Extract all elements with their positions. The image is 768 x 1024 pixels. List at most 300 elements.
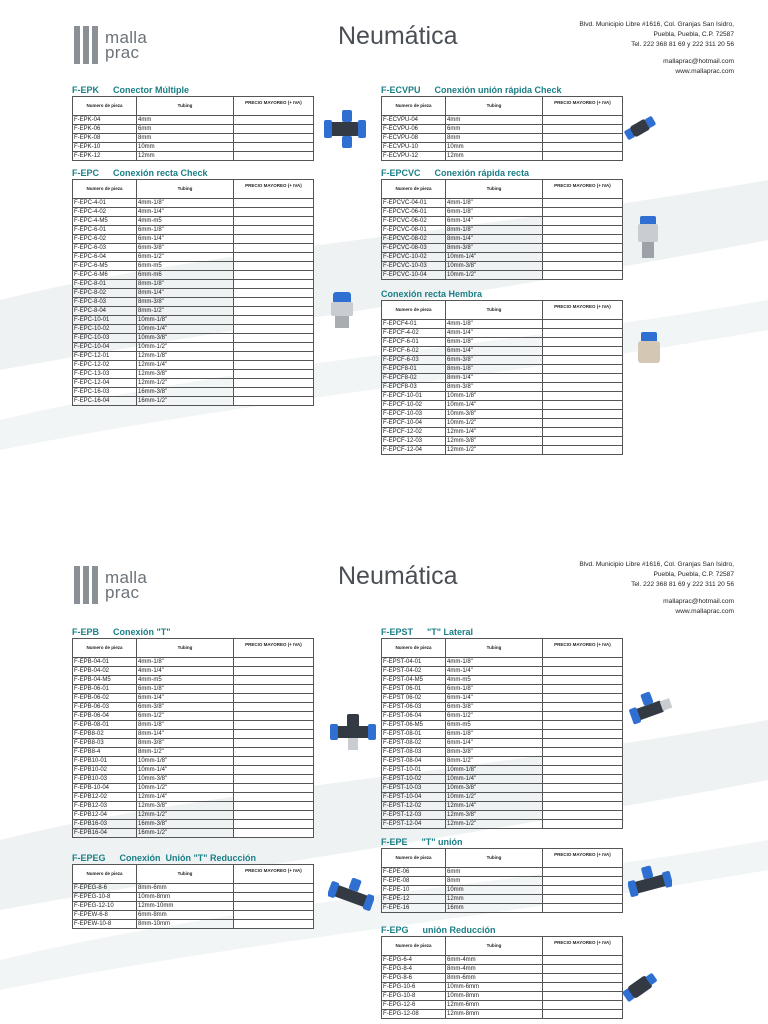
tubing-cell: 8mm-6mm <box>137 884 234 893</box>
price-cell <box>543 253 623 262</box>
price-cell <box>543 446 623 455</box>
price-cell <box>234 766 314 775</box>
tubing-cell: 16mm-3/8" <box>137 388 234 397</box>
price-cell <box>234 298 314 307</box>
table-row <box>382 446 623 455</box>
table-row <box>382 739 623 748</box>
part-number-cell: F-EPB16-04 <box>73 829 137 838</box>
part-number-cell: F-EPST-10-01 <box>382 766 446 775</box>
tubing-cell: 10mm-3/8" <box>137 775 234 784</box>
tubing-cell: 10mm-1/8" <box>137 316 234 325</box>
table-row <box>382 152 623 161</box>
tubing-cell: 4mm-1/4" <box>137 208 234 217</box>
price-cell <box>234 199 314 208</box>
section-title <box>72 167 314 179</box>
part-number-cell: F-EPE-12 <box>382 895 446 904</box>
price-cell <box>543 365 623 374</box>
table-row <box>382 868 623 877</box>
price-cell <box>543 877 623 886</box>
header-part: Numero de pieza <box>382 937 446 956</box>
tubing-cell: 8mm-1/4" <box>446 374 543 383</box>
table-row <box>73 721 314 730</box>
tubing-cell: 8mm-10mm <box>137 920 234 929</box>
part-number-cell: F-EPB12-03 <box>73 802 137 811</box>
part-number-cell: F-EPC-10-01 <box>73 316 137 325</box>
tubing-cell: 10mm-8mm <box>137 893 234 902</box>
price-cell <box>543 356 623 365</box>
table-row <box>382 658 623 667</box>
tubing-cell: 8mm <box>446 134 543 143</box>
part-number-cell: F-EPC-6-04 <box>73 253 137 262</box>
logo-bars-icon <box>74 26 98 64</box>
part-number-cell: F-EPE-10 <box>382 886 446 895</box>
header-part: Numero de pieza <box>382 180 446 199</box>
tubing-cell: 8mm-1/8" <box>446 365 543 374</box>
tubing-cell: 8mm-1/4" <box>446 235 543 244</box>
table-row <box>73 712 314 721</box>
table-row <box>382 775 623 784</box>
header-price: PRECIO MAYOREO (+ IVA) <box>234 639 314 658</box>
price-cell <box>543 320 623 329</box>
table-row <box>73 262 314 271</box>
tubing-cell: 10mm-1/8" <box>446 766 543 775</box>
tubing-cell: 8mm-1/2" <box>446 757 543 766</box>
table-row <box>382 199 623 208</box>
contact-phone: Tel. 222 368 81 69 y 222 311 20 56 <box>631 41 734 48</box>
tee-union-image <box>628 864 672 902</box>
tubing-cell: 12mm-1/2" <box>446 820 543 829</box>
tubing-cell: 8mm-3/8" <box>446 383 543 392</box>
tubing-cell: 10mm <box>446 143 543 152</box>
price-cell <box>234 388 314 397</box>
table-row <box>73 307 314 316</box>
price-cell <box>543 235 623 244</box>
tubing-cell: 12mm-10mm <box>137 902 234 911</box>
table-row <box>73 766 314 775</box>
part-number-cell: F-ECVPU-04 <box>382 116 446 125</box>
tubing-cell: 8mm-1/2" <box>137 307 234 316</box>
tubing-cell: 6mm-1/4" <box>137 235 234 244</box>
section-f-epcvc <box>381 167 623 280</box>
price-cell <box>543 694 623 703</box>
part-number-cell: F-EPST-04-01 <box>382 658 446 667</box>
tubing-cell: 4mm-m5 <box>446 676 543 685</box>
logo-line1: malla <box>105 568 148 587</box>
table-row <box>73 802 314 811</box>
part-number-cell: F-EPCF-10-02 <box>382 401 446 410</box>
contact-email[interactable]: mallaprac@hotmail.com <box>663 598 734 605</box>
tubing-cell: 12mm-3/8" <box>137 370 234 379</box>
section-code: F-EPEG <box>72 853 106 863</box>
tubing-cell: 4mm-1/8" <box>137 658 234 667</box>
price-table <box>381 848 623 913</box>
tubing-cell: 6mm <box>446 125 543 134</box>
section-title <box>381 836 623 848</box>
header-price: PRECIO MAYOREO (+ IVA) <box>543 937 623 956</box>
contact-block <box>579 20 734 77</box>
tubing-cell: 12mm-1/4" <box>137 361 234 370</box>
table-row <box>73 226 314 235</box>
tubing-cell: 6mm-3/8" <box>137 244 234 253</box>
contact-web[interactable]: www.mallaprac.com <box>675 68 734 75</box>
part-number-cell: F-EPST-04-M5 <box>382 676 446 685</box>
table-row <box>382 956 623 965</box>
section-f-epc <box>72 167 314 406</box>
tubing-cell: 10mm-8mm <box>446 992 543 1001</box>
part-number-cell: F-EPST-06-04 <box>382 712 446 721</box>
tubing-cell: 8mm <box>446 877 543 886</box>
price-cell <box>234 893 314 902</box>
price-cell <box>234 793 314 802</box>
table-row <box>73 694 314 703</box>
price-cell <box>543 244 623 253</box>
price-cell <box>543 685 623 694</box>
price-table <box>381 179 623 280</box>
part-number-cell: F-EPC-12-04 <box>73 379 137 388</box>
price-table <box>381 936 623 1019</box>
table-row <box>382 244 623 253</box>
lateral-tee-image <box>628 690 674 730</box>
price-cell <box>543 886 623 895</box>
price-cell <box>234 721 314 730</box>
part-number-cell: F-EPST-10-02 <box>382 775 446 784</box>
table-row <box>382 784 623 793</box>
part-number-cell: F-EPST-08-02 <box>382 739 446 748</box>
section-code: F-ECVPU <box>381 85 421 95</box>
header-part: Numero de pieza <box>73 865 137 884</box>
contact-web[interactable]: www.mallaprac.com <box>675 608 734 615</box>
tubing-cell: 6mm-m6 <box>137 271 234 280</box>
contact-email[interactable]: mallaprac@hotmail.com <box>663 58 734 65</box>
section-epcf <box>381 288 623 455</box>
price-cell <box>234 775 314 784</box>
tubing-cell: 4mm-1/4" <box>446 329 543 338</box>
part-number-cell: F-EPEW-10-8 <box>73 920 137 929</box>
table-row <box>73 361 314 370</box>
part-number-cell: F-ECVPU-06 <box>382 125 446 134</box>
price-cell <box>234 739 314 748</box>
part-number-cell: F-ECVPU-10 <box>382 143 446 152</box>
price-cell <box>543 199 623 208</box>
table-row <box>73 253 314 262</box>
table-row <box>73 685 314 694</box>
tubing-cell: 10mm <box>137 143 234 152</box>
table-row <box>73 902 314 911</box>
price-cell <box>543 992 623 1001</box>
price-cell <box>543 895 623 904</box>
header-part: Numero de pieza <box>382 301 446 320</box>
table-row <box>382 253 623 262</box>
part-number-cell: F-EPST-12-04 <box>382 820 446 829</box>
part-number-cell: F-EPCF-6-02 <box>382 347 446 356</box>
part-number-cell: F-EPG-12-6 <box>382 1001 446 1010</box>
part-number-cell: F-EPST-12-02 <box>382 802 446 811</box>
tubing-cell: 10mm-3/8" <box>137 334 234 343</box>
tubing-cell: 4mm <box>137 116 234 125</box>
price-cell <box>234 397 314 406</box>
part-number-cell: F-EPST 06-01 <box>382 685 446 694</box>
section-code: F-EPCVC <box>381 168 421 178</box>
part-number-cell: F-EPC-12-01 <box>73 352 137 361</box>
page-title: Neumática <box>338 562 458 590</box>
table-row <box>382 703 623 712</box>
section-name: Conector Múltiple <box>113 85 189 95</box>
part-number-cell: F-EPCF-10-01 <box>382 392 446 401</box>
part-number-cell: F-EPG-8-6 <box>382 974 446 983</box>
table-row <box>73 829 314 838</box>
table-row <box>73 893 314 902</box>
contact-address2: Puebla, Puebla, C.P. 72587 <box>653 571 734 578</box>
header-tubing: Tubing <box>446 937 543 956</box>
table-row <box>382 685 623 694</box>
table-row <box>382 116 623 125</box>
female-straight-image <box>636 330 662 366</box>
tubing-cell: 4mm-1/4" <box>137 667 234 676</box>
price-cell <box>543 428 623 437</box>
part-number-cell: F-EPC-6-M5 <box>73 262 137 271</box>
part-number-cell: F-EPC-10-02 <box>73 325 137 334</box>
price-table <box>72 864 314 929</box>
table-row <box>73 820 314 829</box>
price-cell <box>234 820 314 829</box>
part-number-cell: F-EPC-6-M6 <box>73 271 137 280</box>
price-cell <box>234 217 314 226</box>
tubing-cell: 8mm-3/8" <box>137 739 234 748</box>
table-row <box>73 911 314 920</box>
tubing-cell: 12mm-1/2" <box>137 379 234 388</box>
tubing-cell: 6mm-3/8" <box>137 703 234 712</box>
part-number-cell: F-EPCF4-01 <box>382 320 446 329</box>
tubing-cell: 6mm-1/8" <box>137 226 234 235</box>
price-table <box>381 300 623 455</box>
part-number-cell: F-EPC-8-03 <box>73 298 137 307</box>
price-cell <box>234 757 314 766</box>
table-row <box>382 730 623 739</box>
table-row <box>73 134 314 143</box>
section-title <box>72 852 314 864</box>
part-number-cell: F-EPK-12 <box>73 152 137 161</box>
table-row <box>382 356 623 365</box>
price-cell <box>543 143 623 152</box>
part-number-cell: F-EPK-08 <box>73 134 137 143</box>
price-cell <box>543 1010 623 1019</box>
contact-phone: Tel. 222 368 81 69 y 222 311 20 56 <box>631 581 734 588</box>
section-title <box>381 924 623 936</box>
table-row <box>382 992 623 1001</box>
part-number-cell: F-EPCF-12-03 <box>382 437 446 446</box>
part-number-cell: F-EPB-06-04 <box>73 712 137 721</box>
part-number-cell: F-EPCF-10-04 <box>382 419 446 428</box>
header-price: PRECIO MAYOREO (+ IVA) <box>543 639 623 658</box>
tubing-cell: 10mm-1/2" <box>137 343 234 352</box>
tubing-cell: 6mm-3/8" <box>446 356 543 365</box>
part-number-cell: F-EPC-8-04 <box>73 307 137 316</box>
table-row <box>382 320 623 329</box>
price-cell <box>234 920 314 929</box>
part-number-cell: F-EPST-04-02 <box>382 667 446 676</box>
price-cell <box>543 667 623 676</box>
section-name: "T" Lateral <box>427 627 474 637</box>
price-cell <box>543 739 623 748</box>
section-f-epst <box>381 626 623 829</box>
price-cell <box>543 868 623 877</box>
price-cell <box>234 352 314 361</box>
quick-union-check-image <box>622 114 658 142</box>
header-tubing: Tubing <box>446 849 543 868</box>
table-row <box>73 730 314 739</box>
tubing-cell: 6mm-8mm <box>137 911 234 920</box>
tubing-cell: 12mm-1/2" <box>137 811 234 820</box>
price-cell <box>234 343 314 352</box>
tubing-cell: 10mm-3/8" <box>446 410 543 419</box>
tubing-cell: 12mm-1/8" <box>137 352 234 361</box>
table-row <box>382 757 623 766</box>
table-row <box>73 676 314 685</box>
part-number-cell: F-EPCVC-06-02 <box>382 217 446 226</box>
table-row <box>382 125 623 134</box>
section-code: F-EPK <box>72 85 99 95</box>
price-cell <box>543 392 623 401</box>
price-cell <box>543 757 623 766</box>
price-cell <box>234 125 314 134</box>
tubing-cell: 16mm-1/2" <box>137 829 234 838</box>
header-price: PRECIO MAYOREO (+ IVA) <box>234 180 314 199</box>
price-cell <box>543 437 623 446</box>
part-number-cell: F-EPC-6-01 <box>73 226 137 235</box>
table-row <box>382 895 623 904</box>
section-f-epeg <box>72 852 314 929</box>
tubing-cell: 16mm <box>446 904 543 913</box>
header-tubing: Tubing <box>446 639 543 658</box>
header-tubing: Tubing <box>446 180 543 199</box>
table-row <box>382 748 623 757</box>
tubing-cell: 8mm <box>137 134 234 143</box>
price-cell <box>543 784 623 793</box>
section-title <box>381 84 623 96</box>
price-cell <box>543 703 623 712</box>
part-number-cell: F-EPST-10-03 <box>382 784 446 793</box>
table-row <box>382 410 623 419</box>
section-code: F-EPE <box>381 837 408 847</box>
tubing-cell: 6mm-4mm <box>446 956 543 965</box>
tubing-cell: 6mm-m5 <box>446 721 543 730</box>
price-cell <box>234 280 314 289</box>
tubing-cell: 12mm-1/2" <box>446 446 543 455</box>
part-number-cell: F-EPB-06-01 <box>73 685 137 694</box>
table-row <box>382 338 623 347</box>
contact-address1: Blvd. Municipio Libre #1616, Col. Granjas San Isidro, <box>579 21 734 28</box>
part-number-cell: F-EPC-8-02 <box>73 289 137 298</box>
part-number-cell: F-EPCVC-08-03 <box>382 244 446 253</box>
price-cell <box>543 271 623 280</box>
tubing-cell: 10mm-1/4" <box>446 253 543 262</box>
section-title <box>381 167 623 179</box>
table-row <box>382 1001 623 1010</box>
price-cell <box>543 904 623 913</box>
part-number-cell: F-EPEW-6-8 <box>73 911 137 920</box>
tee-connector-image <box>330 710 376 752</box>
table-row <box>73 199 314 208</box>
table-row <box>73 748 314 757</box>
tubing-cell: 6mm-1/2" <box>446 712 543 721</box>
part-number-cell: F-EPC-10-04 <box>73 343 137 352</box>
table-row <box>73 920 314 929</box>
part-number-cell: F-EPC-16-03 <box>73 388 137 397</box>
tubing-cell: 12mm-3/8" <box>446 811 543 820</box>
price-cell <box>234 361 314 370</box>
price-cell <box>234 271 314 280</box>
header-tubing: Tubing <box>446 97 543 116</box>
table-row <box>73 235 314 244</box>
table-row <box>382 401 623 410</box>
table-row <box>382 694 623 703</box>
logo-line1: malla <box>105 28 148 47</box>
header-part: Numero de pieza <box>73 639 137 658</box>
price-cell <box>234 802 314 811</box>
section-name: unión Reducción <box>422 925 496 935</box>
part-number-cell: F-EPCVC-08-02 <box>382 235 446 244</box>
price-cell <box>234 902 314 911</box>
table-row <box>382 676 623 685</box>
section-name: Conexión Unión "T" Reducción <box>119 853 257 863</box>
tubing-cell: 6mm-m5 <box>137 262 234 271</box>
tubing-cell: 6mm-3/8" <box>446 703 543 712</box>
part-number-cell: F-EPK-06 <box>73 125 137 134</box>
price-cell <box>543 721 623 730</box>
price-cell <box>543 125 623 134</box>
table-row <box>73 793 314 802</box>
part-number-cell: F-EPCF-12-04 <box>382 446 446 455</box>
part-number-cell: F-EPCVC-10-04 <box>382 271 446 280</box>
part-number-cell: F-EPB12-02 <box>73 793 137 802</box>
straight-check-image <box>330 290 354 330</box>
part-number-cell: F-EPST-12-03 <box>382 811 446 820</box>
part-number-cell: F-EPB10-02 <box>73 766 137 775</box>
table-row <box>73 289 314 298</box>
price-cell <box>234 685 314 694</box>
tubing-cell: 10mm-1/2" <box>446 419 543 428</box>
price-cell <box>543 965 623 974</box>
tubing-cell: 10mm-1/4" <box>137 766 234 775</box>
section-f-epg <box>381 924 623 1019</box>
header-part: Numero de pieza <box>382 849 446 868</box>
price-cell <box>543 383 623 392</box>
price-cell <box>543 748 623 757</box>
table-row <box>382 365 623 374</box>
header-part: Numero de pieza <box>382 639 446 658</box>
tubing-cell: 16mm-3/8" <box>137 820 234 829</box>
part-number-cell: F-EPB16-03 <box>73 820 137 829</box>
tubing-cell: 4mm-m5 <box>137 676 234 685</box>
tubing-cell: 10mm <box>446 886 543 895</box>
part-number-cell: F-EPB12-04 <box>73 811 137 820</box>
table-row <box>73 217 314 226</box>
part-number-cell: F-EPCF8-02 <box>382 374 446 383</box>
part-number-cell: F-EPCF-12-02 <box>382 428 446 437</box>
part-number-cell: F-EPG-8-4 <box>382 965 446 974</box>
table-row <box>382 1010 623 1019</box>
part-number-cell: F-EPEG-8-6 <box>73 884 137 893</box>
tubing-cell: 4mm-1/4" <box>446 667 543 676</box>
table-row <box>73 811 314 820</box>
price-table <box>72 179 314 406</box>
price-cell <box>543 730 623 739</box>
price-cell <box>234 143 314 152</box>
price-cell <box>234 370 314 379</box>
price-cell <box>543 116 623 125</box>
header-price: PRECIO MAYOREO (+ IVA) <box>543 301 623 320</box>
tubing-cell: 12mm <box>137 152 234 161</box>
